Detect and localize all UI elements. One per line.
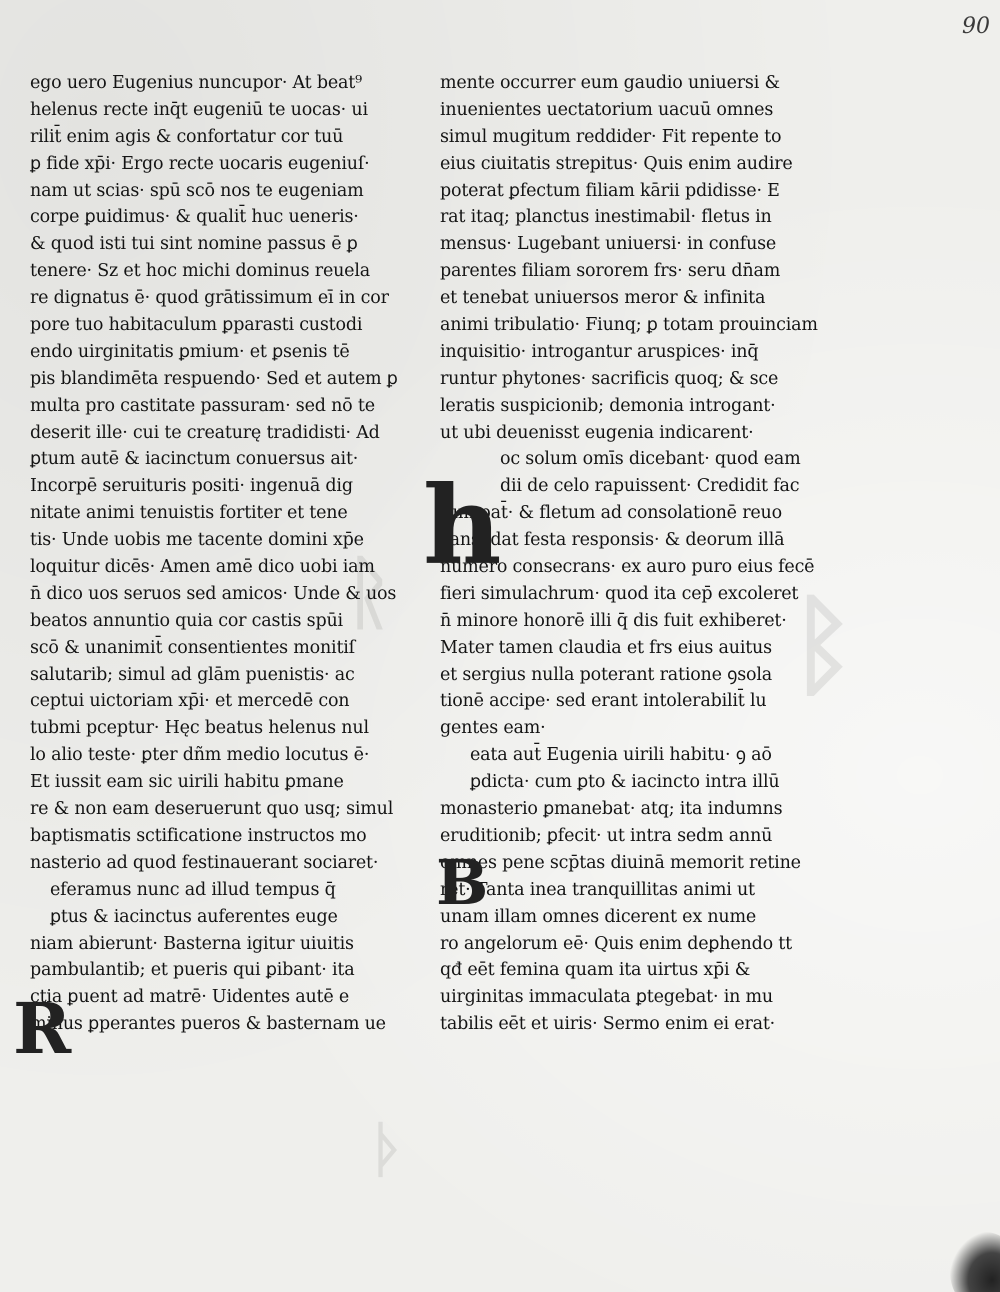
decorated-initial-h: h [423,463,502,589]
text-line: niam abierunt· Basterna igitur uiuitis [30,933,354,954]
text-line: monasterio ꝑmanebat· atq; ita indumns [440,799,783,820]
text-line: re dignatus ē· quod grātissimum eī in cor [30,288,389,309]
left-text-column [30,70,415,1038]
text-line: Incorpē seruituris positi· ingenuā dig [30,476,353,497]
text-line: ceptui uictoriam xp̄i· et mercedē con [30,691,350,712]
text-line: pis blandimēta respuendo· Sed et autem ꝑ [30,368,398,389]
text-line: deserit ille· cui te creaturę tradidisti· Ad [30,422,380,443]
text-line: fieri simulachrum· quod ita cep̄ excoleret [440,583,799,604]
show-through-mark: ᚦ [370,1115,406,1185]
text-line: eata aut̄ Eugenia uirili habitu· ꝯ aō [470,745,772,766]
text-line: pore tuo habitaculum ꝑparasti custodi [30,315,363,336]
text-line: n̄ minore honorē illi q̄ dis fuit exhiberet· [440,610,787,631]
text-line: tis· Unde uobis me tacente domini xp̄e [30,530,364,551]
text-line: Mater tamen claudia et frs eius auitus [440,637,772,658]
text-line: tenere· Sz et hoc michi dominus reuela [30,261,370,282]
text-line: ut ubi deuenisst eugenia indicarent· [440,422,754,443]
text-line: gentes eam· [440,718,546,739]
text-line: leratis suspicionib; demonia introgant· [440,395,776,416]
text-line: Et iussit eam sic uirili habitu ꝑmane [30,772,344,793]
show-through-mark: ᚱ [345,545,393,639]
text-line: rilit̄ enim agis & confortatur cor tuū [30,126,344,147]
text-line: baptismatis sctificatione instructos mo [30,825,367,846]
text-line: scō & unanimit̄ consentientes monitiſ [30,637,355,658]
text-line: eius ciuitatis strepitus· Quis enim audire [440,153,793,174]
text-line: parentes filiam sororem frs· seru dn̄am [440,261,781,282]
text-line: poterat ꝑfectum filiam kārii pdidisse· E [440,180,780,201]
text-line: eruditionib; ꝑfecit· ut intra sedm annū [440,825,773,846]
text-line: nasterio ad quod festinauerant sociaret· [30,852,379,873]
text-line: runtur phytones· sacrificis quoq; & sce [440,368,779,389]
text-line: tum pat̄· & fletum ad consolationē reuo [440,503,782,524]
text-line: simul mugitum reddider· Fit repente to [440,126,782,147]
text-line: qđ eēt femina quam ita uirtus xp̄i & [440,960,751,981]
text-line: corpe ꝑuidimus· & qualit̄ huc ueneris· [30,207,359,228]
text-line: ꝑtum autē & iacinctum conuersus ait· [30,449,359,470]
text-line: ꝑdicta· cum ꝑto & iacincto intra illū [470,772,780,793]
text-line: omnes pene scp̄tas diuinā memorit retine [440,852,801,873]
text-line: numero consecrans· ex auro puro eius fecē [440,557,815,578]
text-line: tabilis eēt et uiris· Sermo enim ei erat· [440,1014,776,1035]
text-line: eferamus nunc ad illud tempus q̄ [50,879,336,900]
text-line: tubmi pceptur· Hęc beatus helenus nul [30,718,369,739]
text-line: ꝑtus & iacinctus auferentes euge [50,906,338,927]
show-through-mark: ᛒ [790,580,856,709]
text-line: inuenientes uectatorium uacuū omnes [440,99,774,120]
text-line: nitate animi tenuistis fortiter et tene [30,503,348,524]
text-line: mente occurrer eum gaudio uniuersi & [440,73,780,93]
text-line: et sergius nulla poterant ratione ꝯsola [440,664,772,685]
text-line: ctia ꝑuent ad matrē· Uidentes autē e [30,987,350,1008]
text-line: re & non eam deseruerunt quo usq; simul [30,799,394,820]
text-line: rat itaq; planctus inestimabil· fletus in [440,207,772,228]
folio-number: 90 [962,14,990,39]
text-line: nam ut scias· spū scō nos te eugeniam [30,180,364,201]
text-line: tionē accipe· sed erant intolerabilit̄ lu [440,691,767,712]
text-line: multa pro castitate passuram· sed nō te [30,395,375,416]
text-line: minus ꝑperantes pueros & basternam ue [30,1014,386,1035]
text-line: ro angelorum eē· Quis enim deꝑhendo tt [440,933,792,954]
text-line: ego uero Eugenius nuncupor· At beat⁹ [30,73,362,93]
text-line: et tenebat uniuersos meror & infinita [440,288,766,309]
text-line: salutarib; simul ad glām puenistis· ac [30,664,355,685]
text-line: ꝑ fide xp̄i· Ergo recte uocaris eugeniuſ· [30,153,370,174]
text-line: ret· Tanta inea tranquillitas animi ut [440,879,755,900]
text-line: animi tribulatio· Fiunq; ꝑ totam prouinciam [440,315,818,336]
text-line: helenus recte inq̄t eugeniū te uocas· ui [30,99,368,120]
text-line: endo uirginitatis ꝑmium· et ꝑsenis tē [30,341,350,362]
text-line: cans· dat festa responsis· & deorum illā [440,530,785,551]
text-line: uirginitas immaculata ꝑtegebat· in mu [440,987,774,1008]
text-line: & quod isti tui sint nomine passus ē ꝑ [30,234,358,255]
text-line: loquitur dicēs· Amen amē dico uobi iam [30,557,375,578]
text-line: mensus· Lugebant uniuersi· in confuse [440,234,777,255]
text-line: unam illam omnes dicerent ex nume [440,906,757,927]
text-line: pambulantib; et pueris qui ꝑibant· ita [30,960,355,981]
page-corner-shadow [950,1232,1000,1292]
text-line: dii de celo rapuissent· Credidit fac [500,476,800,497]
decorated-initial-b: B [436,846,489,919]
text-line: n̄ dico uos seruos sed amicos· Unde & uos [30,583,397,604]
text-line: inquisitio· introgantur aruspices· inq̄ [440,341,759,362]
text-line: lo alio teste· ꝑter dñm medio locutus ē· [30,745,370,766]
text-line: beatos annuntio quia cor castis spūi [30,610,343,631]
decorated-initial-r: R [13,987,72,1070]
text-line: oc solum omīs dicebant· quod eam [500,449,801,470]
